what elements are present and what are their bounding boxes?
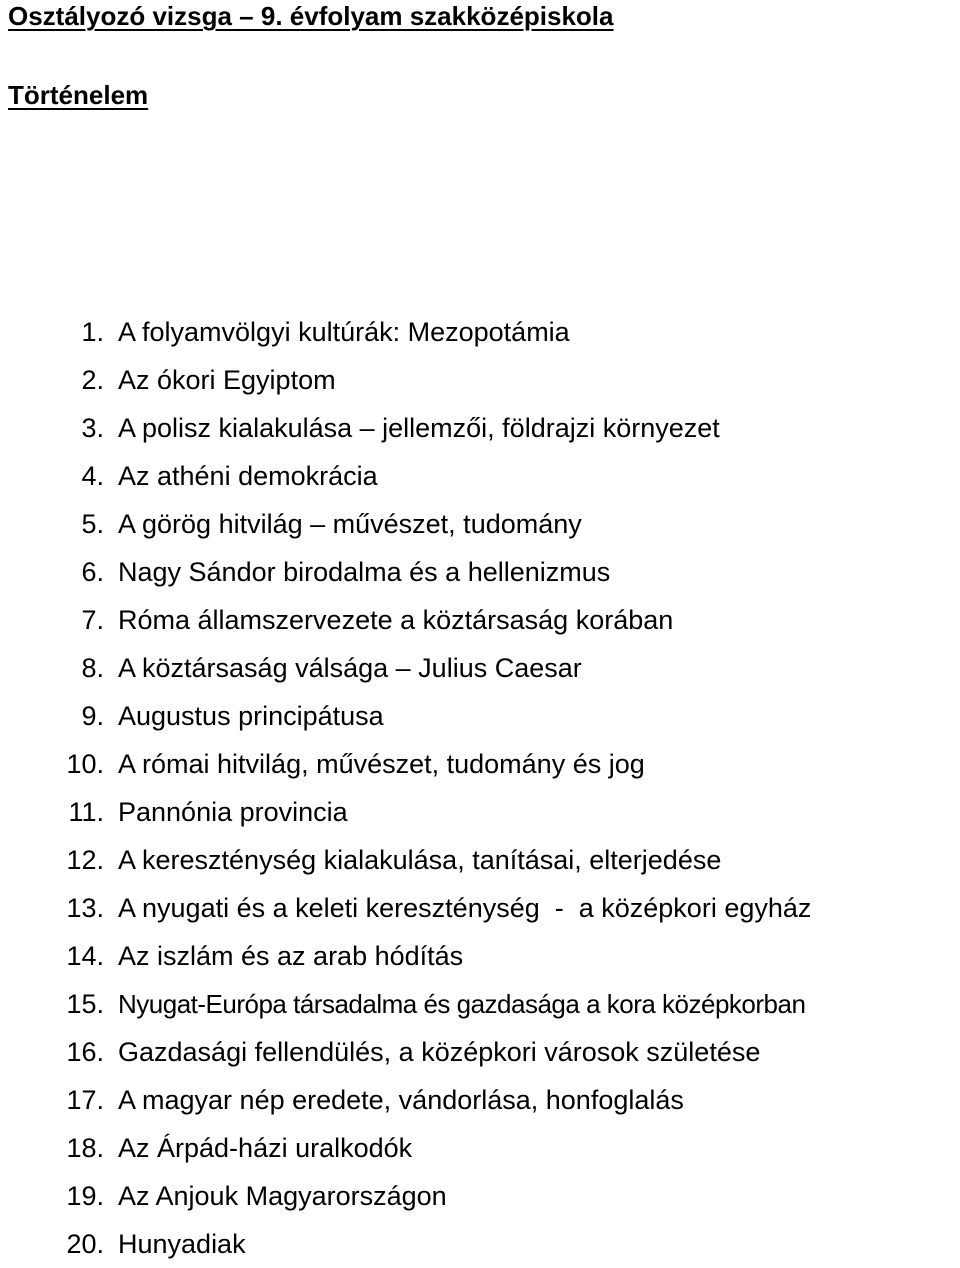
list-item [0,548,960,596]
item-text: Nyugat-Európa társadalma és gazdasága a kora középkorban [118,989,806,1019]
list-item [0,932,960,980]
item-text: A görög hitvilág – művészet, tudomány [118,509,582,539]
item-text: Nagy Sándor birodalma és a hellenizmus [118,557,611,587]
item-text: Az ókori Egyiptom [118,365,336,395]
item-text: A folyamvölgyi kultúrák: Mezopotámia [118,317,570,347]
item-text: Az Árpád-házi uralkodók [118,1133,413,1163]
item-number: 11. [68,797,104,827]
list-item [0,452,960,500]
item-number: 5. [81,509,104,539]
item-text: A római hitvilág, művészet, tudomány és jog [118,749,645,779]
item-text: A nyugati és a keleti kereszténység - a középkori egyház [118,893,812,923]
item-number: 12. [66,845,104,875]
item-number: 16. [66,1037,104,1067]
list-item [0,500,960,548]
item-number: 14. [66,941,104,971]
list-item [0,1124,960,1172]
list-item [0,404,960,452]
list-item [0,1220,960,1268]
list-item [0,740,960,788]
item-text: Gazdasági fellendülés, a középkori városok születése [118,1037,761,1067]
item-text: Az Anjouk Magyarországon [118,1181,447,1211]
list-item [0,980,960,1028]
item-number: 10. [66,749,104,779]
item-text: A köztársaság válsága – Julius Caesar [118,653,582,683]
item-number: 3. [81,413,104,443]
item-text: Hunyadiak [118,1229,246,1259]
item-number: 9. [81,701,104,731]
list-item [0,836,960,884]
item-number: 1. [81,317,104,347]
topic-list [0,308,960,1268]
item-text: Augustus principátusa [118,701,384,731]
item-text: Az athéni demokrácia [118,461,378,491]
item-text: Róma államszervezete a köztársaság korában [118,605,674,635]
list-item [0,788,960,836]
list-item [0,1172,960,1220]
item-number: 17. [66,1085,104,1115]
list-item [0,1028,960,1076]
list-item [0,356,960,404]
subject-heading: Történelem [8,80,149,110]
item-number: 7. [81,605,104,635]
item-number: 13. [66,893,104,923]
list-item [0,884,960,932]
list-item [0,308,960,356]
list-item [0,1076,960,1124]
list-item [0,644,960,692]
item-number: 8. [81,653,104,683]
list-item [0,692,960,740]
item-text: A kereszténység kialakulása, tanításai, elterjedése [118,845,722,875]
item-text: A polisz kialakulása – jellemzői, földrajzi környezet [118,413,720,443]
item-number: 18. [66,1133,104,1163]
document-title: Osztályozó vizsga – 9. évfolyam szakközépiskola [8,1,614,31]
item-number: 15. [66,989,104,1019]
item-text: A magyar nép eredete, vándorlása, honfoglalás [118,1085,684,1115]
item-number: 6. [81,557,104,587]
item-number: 2. [81,365,104,395]
item-text: Az iszlám és az arab hódítás [118,941,464,971]
item-number: 4. [81,461,104,491]
item-number: 20. [66,1229,104,1259]
item-number: 19. [66,1181,104,1211]
list-item [0,596,960,644]
item-text: Pannónia provincia [118,797,348,827]
